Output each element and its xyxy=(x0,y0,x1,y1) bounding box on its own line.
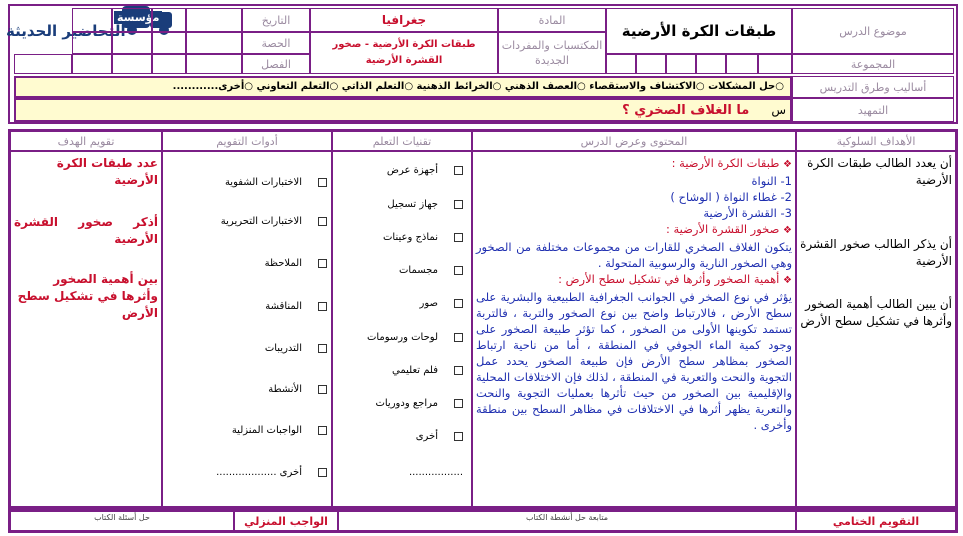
date-value-box[interactable] xyxy=(186,8,242,32)
content-heading-2: ❖ صخور القشرة الأرضية : xyxy=(665,222,792,236)
blank-box xyxy=(152,54,186,74)
lesson-title: طبقات الكرة الأرضية xyxy=(606,8,792,54)
checkbox-icon[interactable] xyxy=(454,200,463,209)
blank-box xyxy=(14,54,72,74)
blank-box xyxy=(152,8,186,32)
checkbox-icon[interactable] xyxy=(454,432,463,441)
content-heading-1: ❖ طبقات الكرة الأرضية : xyxy=(671,156,792,170)
tool-item[interactable]: الأنشطة xyxy=(268,384,327,395)
col-header-tools: أدوات التقويم xyxy=(162,131,332,151)
checkbox-icon[interactable] xyxy=(454,299,463,308)
tool-item[interactable]: الواجبات المنزلية xyxy=(232,425,327,436)
tool-item[interactable]: أخرى ................... xyxy=(216,467,327,478)
technique-item[interactable]: لوحات ورسومات xyxy=(367,332,463,343)
checkbox-icon[interactable] xyxy=(454,166,463,175)
star-icon: ❖ xyxy=(783,159,792,170)
blank-box xyxy=(152,32,186,54)
blank-box xyxy=(112,8,152,32)
blank-box xyxy=(112,32,152,54)
technique-item[interactable]: أجهزة عرض xyxy=(387,165,463,176)
concepts-label: المكتسبات والمفردات الجديدة xyxy=(498,32,606,74)
homework-value: حل أسئلة الكتاب xyxy=(10,511,234,531)
col-header-objectives: الأهداف السلوكية xyxy=(796,131,956,151)
group-box xyxy=(666,54,696,74)
technique-other-line: ................. xyxy=(408,467,463,478)
intro-label: التمهيد xyxy=(792,98,954,122)
content-heading-3: ❖ أهمية الصخور وأثرها في تشكيل سطح الأرض : xyxy=(558,272,792,286)
logo-main-text: التحاضير الحديثة xyxy=(6,22,126,40)
layer-item: 3- القشرة الأرضية xyxy=(703,206,792,220)
final-eval-value: متابعة حل أنشطة الكتاب xyxy=(338,511,796,531)
group-box xyxy=(606,54,636,74)
class-label: الفصل xyxy=(242,54,310,74)
checkbox-icon[interactable] xyxy=(318,217,327,226)
checkbox-icon[interactable] xyxy=(318,344,327,353)
col-header-techniques: تقنيات التعلم xyxy=(332,131,472,151)
checkbox-icon[interactable] xyxy=(318,468,327,477)
group-box xyxy=(758,54,792,74)
checkbox-icon[interactable] xyxy=(454,266,463,275)
col-tools xyxy=(162,151,332,507)
intro-row xyxy=(14,98,792,122)
col-evaluation xyxy=(10,151,162,507)
tool-item[interactable]: الملاحظة xyxy=(265,258,327,269)
col-header-content: المحتوى وعرض الدرس xyxy=(472,131,796,151)
technique-item[interactable]: أخرى xyxy=(416,431,463,442)
checkbox-icon[interactable] xyxy=(454,399,463,408)
group-box xyxy=(636,54,666,74)
technique-item[interactable]: مجسمات xyxy=(399,265,463,276)
subject-value: جغرافيا xyxy=(310,8,498,32)
objective-3: أن يبين الطالب أهمية الصخور وأثرها في تشكيل سطح الأرض xyxy=(800,297,952,328)
layer-item: 1- النواة xyxy=(751,174,792,188)
technique-item[interactable]: صور xyxy=(420,298,464,309)
period-label: الحصة xyxy=(242,32,310,54)
star-icon: ❖ xyxy=(783,225,792,236)
col-header-evaluation: تقويم الهدف xyxy=(10,131,162,151)
methods-options[interactable]: ○حل المشكلات ○الاكتشاف والاستقصاء ○العصف الذهني ○الخرائط الذهنية ○التعلم الذاتي ○التعلم التعاوني ○أخرى............ xyxy=(14,76,792,98)
tool-item[interactable]: الاختبارات التحريرية xyxy=(221,216,327,227)
technique-item[interactable]: فلم تعليمي xyxy=(392,365,463,376)
period-value-box[interactable] xyxy=(186,32,242,54)
checkbox-icon[interactable] xyxy=(318,259,327,268)
tool-item[interactable]: التدريبات xyxy=(265,343,327,354)
homework-label: الواجب المنزلي xyxy=(234,511,338,531)
evaluation-1: عدد طبقات الكرة الأرضية xyxy=(56,156,158,187)
tool-item[interactable]: المناقشة xyxy=(265,301,327,312)
blank-box xyxy=(72,32,112,54)
checkbox-icon[interactable] xyxy=(454,366,463,375)
checkbox-icon[interactable] xyxy=(454,333,463,342)
logo-top-text: مؤسسة xyxy=(114,11,162,24)
date-label: التاريخ xyxy=(242,8,310,32)
intro-prefix: س xyxy=(771,103,786,117)
blank-box xyxy=(72,54,112,74)
technique-item[interactable]: نماذج وعينات xyxy=(383,232,463,243)
checkbox-icon[interactable] xyxy=(318,302,327,311)
intro-question: ما الغلاف الصخري ؟ xyxy=(622,102,750,118)
concepts-value: طبقات الكرة الأرضية - صخور القشرة الأرضية xyxy=(310,32,498,74)
blank-box xyxy=(112,54,152,74)
content-paragraph-2: يتكون الغلاف الصخري للقارات من مجموعات مختلفة من الصخور وهي الصخور النارية والرسوبية المتحولة . xyxy=(476,240,792,270)
group-box xyxy=(696,54,726,74)
technique-item[interactable]: جهاز تسجيل xyxy=(387,199,463,210)
checkbox-icon[interactable] xyxy=(454,233,463,242)
lesson-content xyxy=(476,155,792,433)
technique-item[interactable]: مراجع ودوريات xyxy=(375,398,463,409)
methods-label: أساليب وطرق التدريس xyxy=(792,76,954,98)
layer-item: 2- غطاء النواة ( الوشاح ) xyxy=(670,190,792,204)
checkbox-icon[interactable] xyxy=(318,426,327,435)
blank-box xyxy=(72,8,112,32)
checkbox-icon[interactable] xyxy=(318,178,327,187)
evaluation-2: أذكر صخور القشرة الأرضية xyxy=(14,215,158,246)
subject-label: المادة xyxy=(498,8,606,32)
objective-2: أن يذكر الطالب صخور القشرة الأرضية xyxy=(800,237,952,268)
final-eval-label: التقويم الختامي xyxy=(796,511,956,531)
content-paragraph-3: يؤثر في نوع الصخر في الجوانب الجغرافية الطبيعية والبشرية على سطح الأرض ، فالارتباط واضح بين نوع الصخور والتربة ، فالتربة تستمد تكوينها الأولى من الصخور ، كما تؤثر طبيعة الصخور على وجود كمية الماء الجوفي في المنطقة ، أما من ناحية ارتباط الصخور بمظاهر سطح الأرض فإن طبيعة الصخور يحدد عمل التجوية والنحت والتعرية في المنطقة ، لذلك فإن الاختلافات المحلية والإقليمية بين الصخور من حيث تأثرها بعمليات التجوية والنحت والتعرية يظهر أثرها في الاختلافات في مظاهر السطح بين منطقة وأخرى . xyxy=(476,290,792,432)
group-box xyxy=(726,54,758,74)
objective-1: أن يعدد الطالب طبقات الكرة الأرضية xyxy=(807,156,952,187)
star-icon: ❖ xyxy=(783,275,792,286)
tool-item[interactable]: الاختبارات الشفوية xyxy=(225,177,327,188)
evaluation-3: بين أهمية الصخور وأثرها في تشكيل سطح الأرض xyxy=(17,272,158,320)
group-label: المجموعة xyxy=(792,54,954,74)
lesson-topic-label: موضوع الدرس xyxy=(792,8,954,54)
checkbox-icon[interactable] xyxy=(318,385,327,394)
class-value-box[interactable] xyxy=(186,54,242,74)
